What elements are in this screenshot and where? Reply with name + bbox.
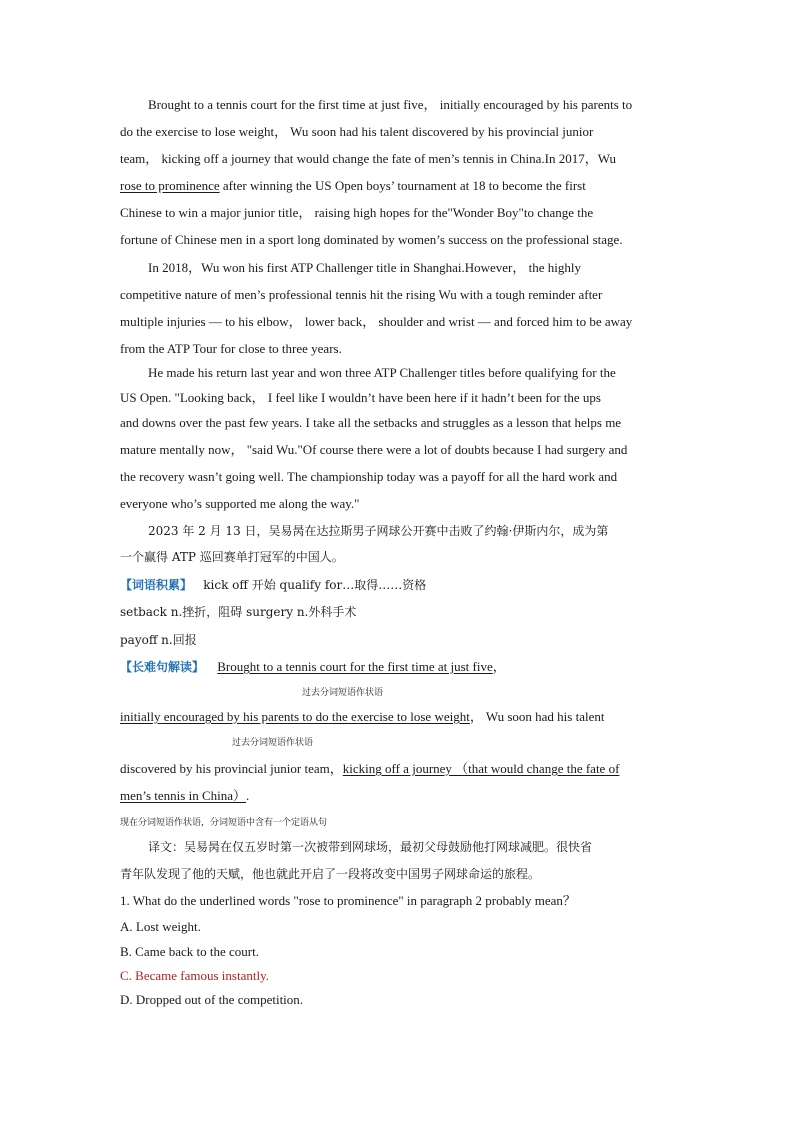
p1-line-4-rest: after winning the US Open boys’ tournament at 18 to become the first [222,178,586,193]
analysis-note-2: 过去分词短语作状语 [232,738,314,748]
p2-line-1: In 2018，Wu won his first ATP Challenger title in Shanghai.However， the highly [148,260,581,275]
analysis-seg-4: men’s tennis in China） [120,788,247,803]
analysis-note-3: 现在分词短语作状语，分词短语中含有一个定语从句 [120,818,328,828]
option-d: D. Dropped out of the competition. [120,992,304,1007]
option-a: A. Lost weight. [120,919,201,934]
analysis-note-1: 过去分词短语作状语 [302,688,384,698]
p3-line-6: everyone who’s supported me along the way." [120,496,360,511]
p1-line-3: team， kicking off a journey that would change the fate of men’s tennis in China.In 2017，Wu [120,151,617,166]
question-stem: 1. What do the underlined words "rose to prominence" in paragraph 2 probably mean？ [120,893,576,908]
p2-line-2: competitive nature of men’s professional tennis hit the rising Wu with a tough reminder after [120,287,603,302]
p3-line-2: US Open. "Looking back， I feel like I wouldn’t have been here if it hadn’t been for the ups [120,390,601,405]
analysis-seg-2-tail: ， Wu soon had his talent [469,709,605,724]
analysis-seg-3: kicking off a journey （that would change the fate of [342,761,620,776]
option-c-answer: C. Became famous instantly. [120,968,269,983]
translation-line-1: 译文：吴易昺在仅五岁时第一次被带到网球场，最初父母鼓励他打网球减肥。很快省 [148,840,593,854]
analysis-seg-1: Brought to a tennis court for the first time at just five [217,659,493,674]
p2-line-4: from the ATP Tour for close to three years. [120,341,342,356]
translation-line-2: 青年队发现了他的天赋，他也就此开启了一段将改变中国男子网球命运的旅程。 [120,867,541,881]
p1-line-4 [120,178,586,194]
p3-line-1: He made his return last year and won three ATP Challenger titles before qualifying for the [148,365,616,380]
analysis-seg-1-tail: ， [492,659,506,674]
analysis-line-4 [120,788,249,804]
p1-line-5: Chinese to win a major junior title， raising high hopes for the"Wonder Boy"to change the [120,205,594,220]
vocab-line-1 [120,577,426,593]
analysis-seg-4-tail: . [246,788,250,803]
vocab-item-1: kick off 开始 qualify for…取得……资格 [203,578,427,592]
analysis-seg-3-lead: discovered by his provincial junior team， [120,761,343,776]
p2-line-3: multiple injuries — to his elbow， lower back， shoulder and wrist — and forced him to be away [120,314,633,329]
analysis-seg-2: initially encouraged by his parents to do the exercise to lose weight [120,709,470,724]
vocab-tag: 【词语积累】 [120,578,193,592]
p4-line-1: 2023 年 2 月 13 日，吴易昺在达拉斯男子网球公开赛中击败了约翰·伊斯内尔，成为第 [148,524,609,538]
p1-line-6: fortune of Chinese men in a sport long dominated by women’s success on the professional stage. [120,232,623,247]
option-b: B. Came back to the court. [120,944,259,959]
p3-line-5: the recovery wasn’t going well. The championship today was a payoff for all the hard work and [120,469,618,484]
p1-line-1: Brought to a tennis court for the first time at just five， initially encouraged by his parents to [148,97,633,112]
p1-line-2: do the exercise to lose weight， Wu soon had his talent discovered by his provincial junior [120,124,594,139]
analysis-tag: 【长难句解读】 [120,660,205,674]
p3-line-4: mature mentally now， "said Wu."Of course there were a lot of doubts because I had surgery and [120,442,628,457]
analysis-line-3 [120,761,619,777]
analysis-line-2 [120,709,604,725]
underlined-phrase: rose to prominence [120,178,220,193]
analysis-line-1 [120,659,506,675]
vocab-line-3: payoff n.回报 [120,633,197,647]
p3-line-3: and downs over the past few years. I take all the setbacks and struggles as a lesson that helps me [120,415,622,430]
vocab-line-2: setback n.挫折，阻碍 surgery n.外科手术 [120,605,357,619]
p4-line-2: 一个赢得 ATP 巡回赛单打冠军的中国人。 [120,550,344,564]
